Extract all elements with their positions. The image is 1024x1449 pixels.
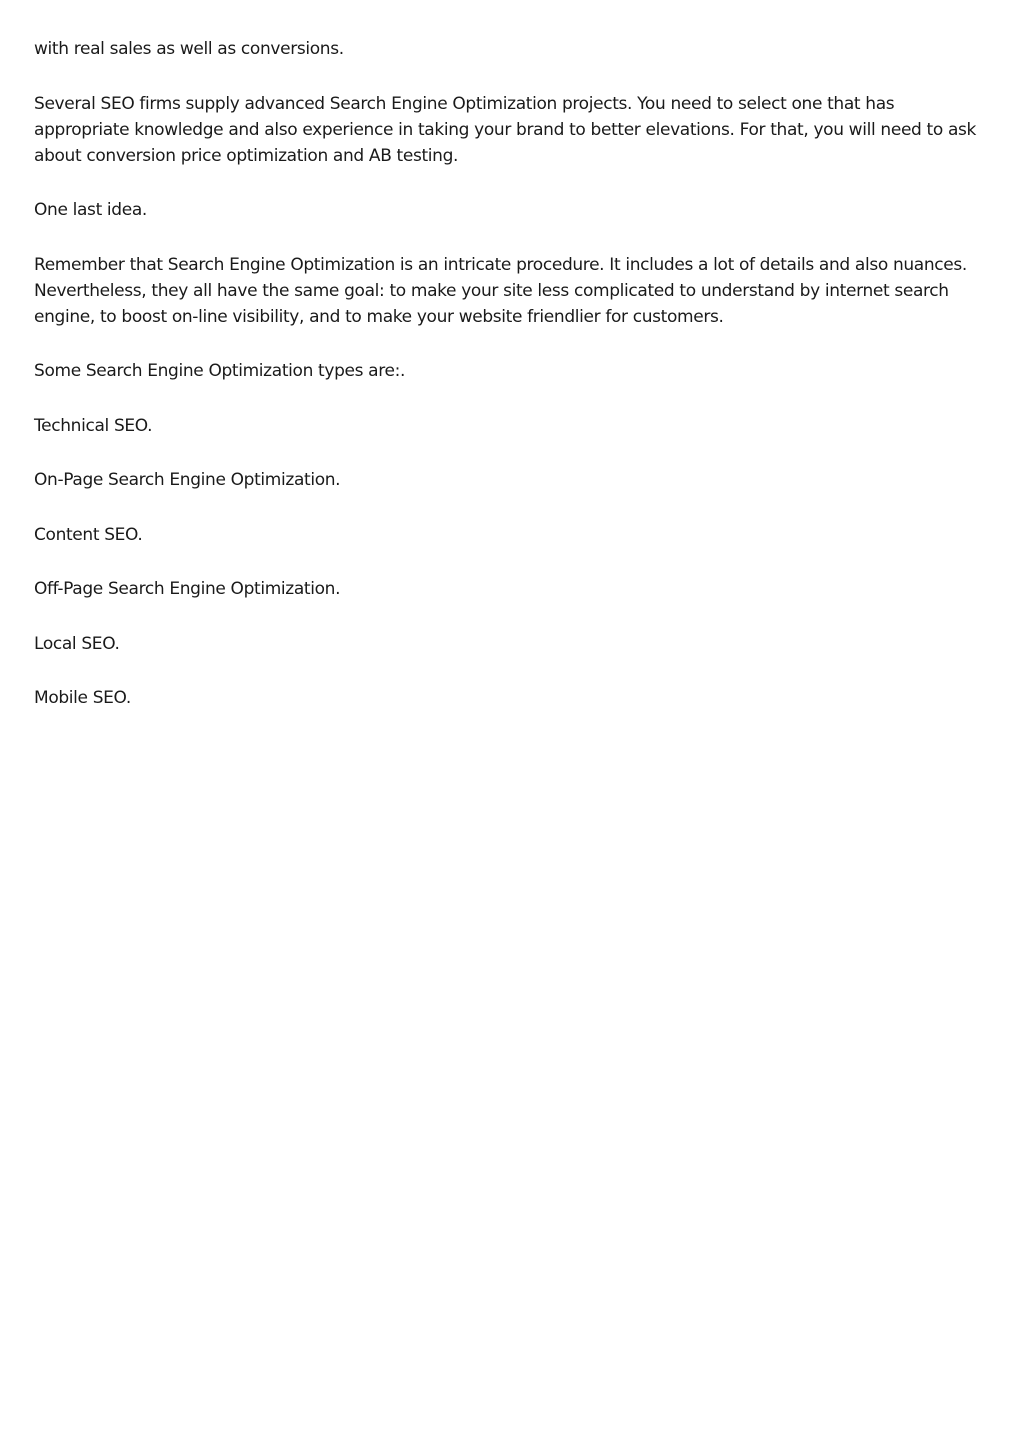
paragraph-sales-conversions: with real sales as well as conversions.	[34, 39, 344, 59]
paragraph-seo-firms: Several SEO firms supply advanced Search Engine Optimization projects. You need to select one that has appropriate knowledge and also experience in taking your brand to better elevations. For that, you will need to ask about conversion price optimization and AB testing.	[34, 93, 977, 166]
paragraph-seo-types-intro: Some Search Engine Optimization types are:.	[34, 361, 406, 381]
seo-type-technical: Technical SEO.	[34, 415, 153, 436]
seo-type-local: Local SEO.	[34, 633, 120, 654]
seo-type-on-page: On-Page Search Engine Optimization.	[34, 470, 341, 490]
seo-type-off-page: Off-Page Search Engine Optimization.	[34, 579, 341, 599]
seo-type-mobile: Mobile SEO.	[34, 688, 131, 708]
document-page	[34, 36, 990, 740]
paragraph-last-idea: One last idea.	[34, 200, 147, 220]
seo-type-content: Content SEO.	[34, 524, 143, 545]
paragraph-seo-procedure: Remember that Search Engine Optimization is an intricate procedure. It includes a lot of details and also nuances. Nevertheless, they all have the same goal: to make your site less complicated to understand by internet search engine, to boost on-line visibility, and to make your website friendlier for customers.	[34, 254, 967, 327]
